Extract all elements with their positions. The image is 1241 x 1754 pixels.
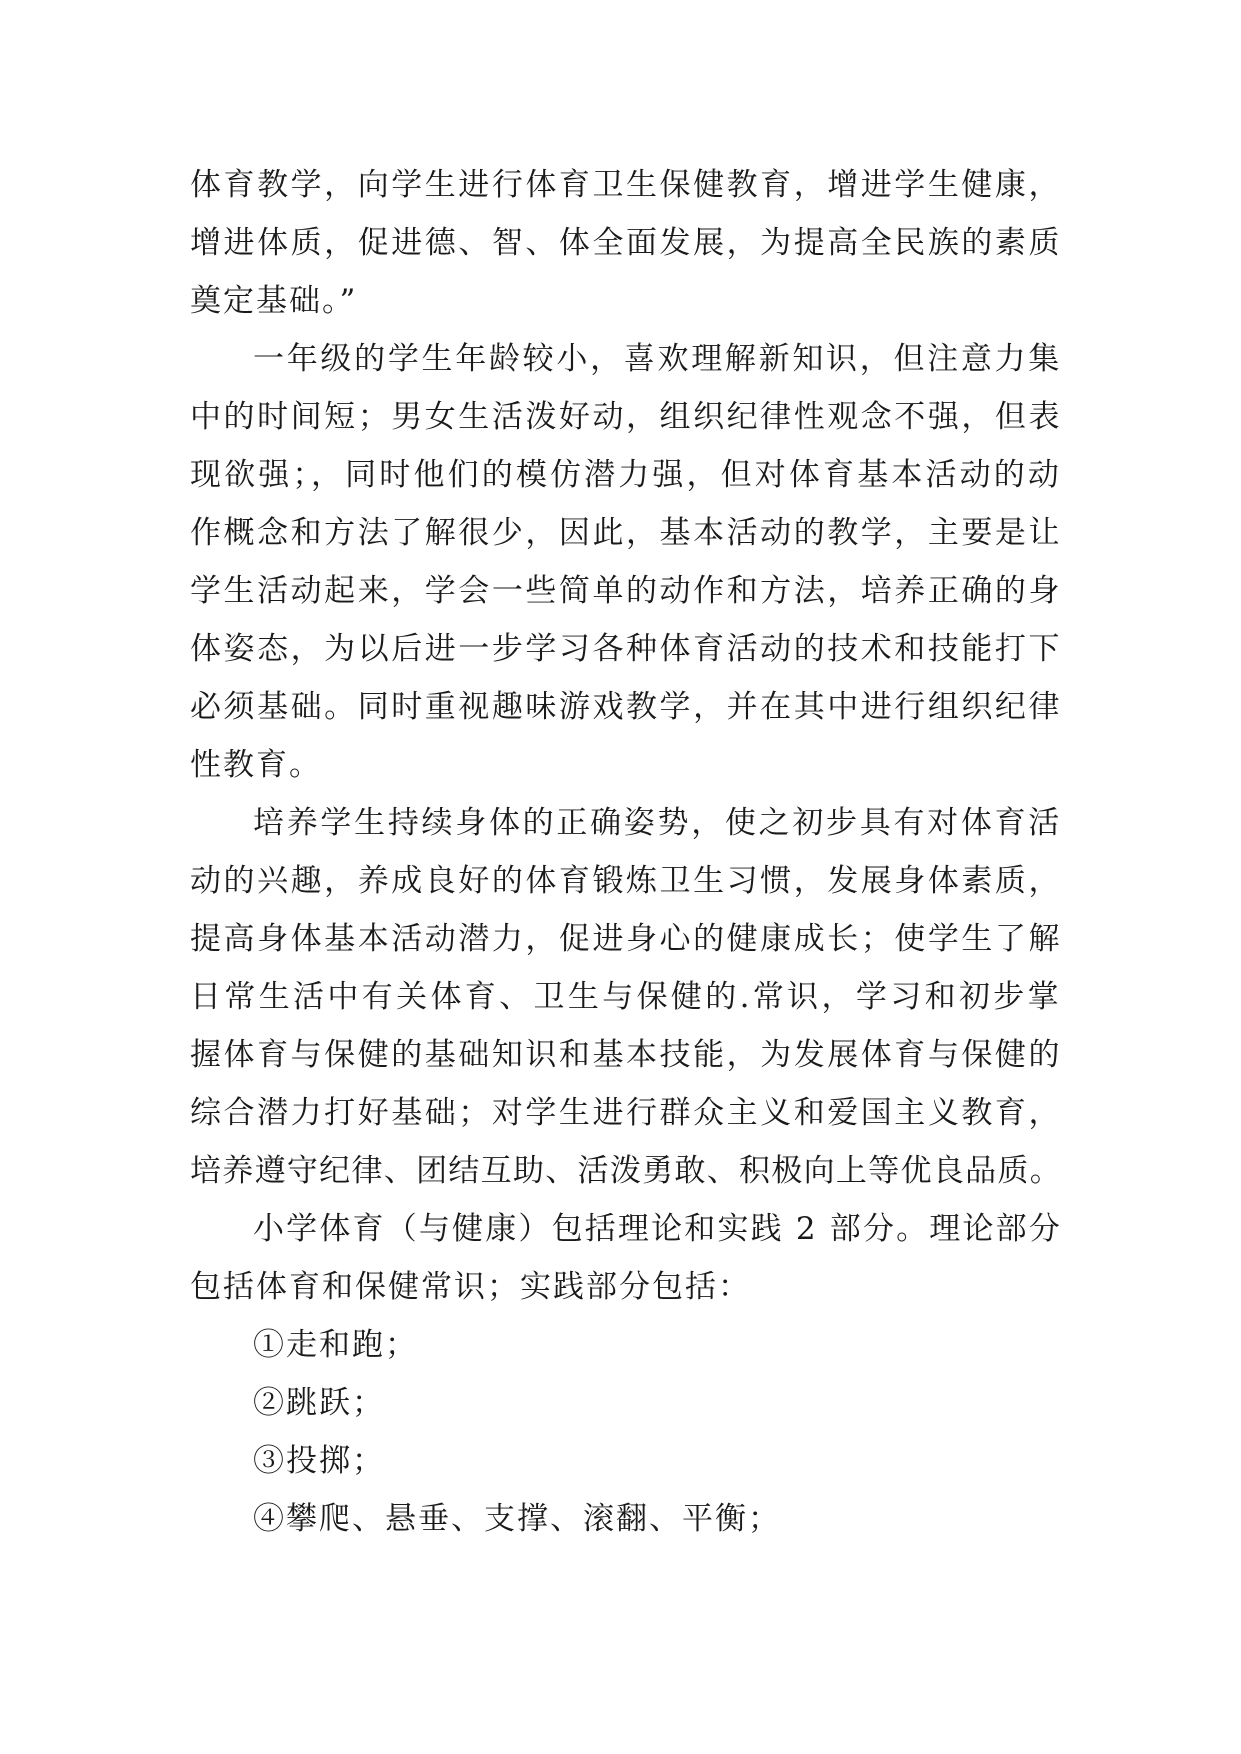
text-line: 必须基础。同时重视趣味游戏教学，并在其中进行组织纪律: [190, 689, 1062, 725]
text-line: 中的时间短；男女生活泼好动，组织纪律性观念不强，但表: [190, 399, 1062, 435]
text-line: 体育教学，向学生进行体育卫生保健教育，增进学生健康，: [190, 167, 1062, 203]
list-item: ②跳跃；: [253, 1385, 385, 1421]
text-line: 日常生活中有关体育、卫生与保健的.常识，学习和初步掌: [190, 979, 1062, 1015]
practice-list: [190, 1316, 1062, 1548]
text-line: 包括体育和保健常识；实践部分包括：: [190, 1269, 751, 1305]
list-item: ④攀爬、悬垂、支撑、滚翻、平衡；: [253, 1501, 781, 1537]
text-line: 性教育。: [190, 747, 322, 783]
text-line: 一年级的学生年龄较小，喜欢理解新知识，但注意力集: [253, 341, 1062, 377]
text-line: 体姿态，为以后进一步学习各种体育活动的技术和技能打下: [190, 631, 1062, 667]
text-line: 动的兴趣，养成良好的体育锻炼卫生习惯，发展身体素质，: [190, 863, 1062, 899]
paragraph: [190, 794, 1062, 1200]
document-body: [190, 156, 1062, 1548]
text-line: 提高身体基本活动潜力，促进身心的健康成长；使学生了解: [190, 921, 1062, 957]
text-line: 增进体质，促进德、智、体全面发展，为提高全民族的素质: [190, 225, 1062, 261]
text-line: 小学体育（与健康）包括理论和实践 2 部分。理论部分: [253, 1211, 1062, 1247]
paragraph: [190, 1200, 1062, 1316]
text-line: 奠定基础。”: [190, 283, 358, 319]
text-line: 握体育与保健的基础知识和基本技能，为发展体育与保健的: [190, 1037, 1062, 1073]
paragraph: [190, 156, 1062, 330]
text-line: 培养遵守纪律、团结互助、活泼勇敢、积极向上等优良品质。: [190, 1153, 1062, 1189]
text-line: 综合潜力打好基础；对学生进行群众主义和爱国主义教育，: [190, 1095, 1062, 1131]
text-line: 作概念和方法了解很少，因此，基本活动的教学，主要是让: [190, 515, 1062, 551]
text-line: 现欲强；，同时他们的模仿潜力强，但对体育基本活动的动: [190, 457, 1062, 493]
paragraph: [190, 330, 1062, 794]
text-line: 学生活动起来，学会一些简单的动作和方法，培养正确的身: [190, 573, 1062, 609]
list-item: ①走和跑；: [253, 1327, 418, 1363]
list-item: ③投掷；: [253, 1443, 385, 1479]
text-line: 培养学生持续身体的正确姿势，使之初步具有对体育活: [253, 805, 1062, 841]
